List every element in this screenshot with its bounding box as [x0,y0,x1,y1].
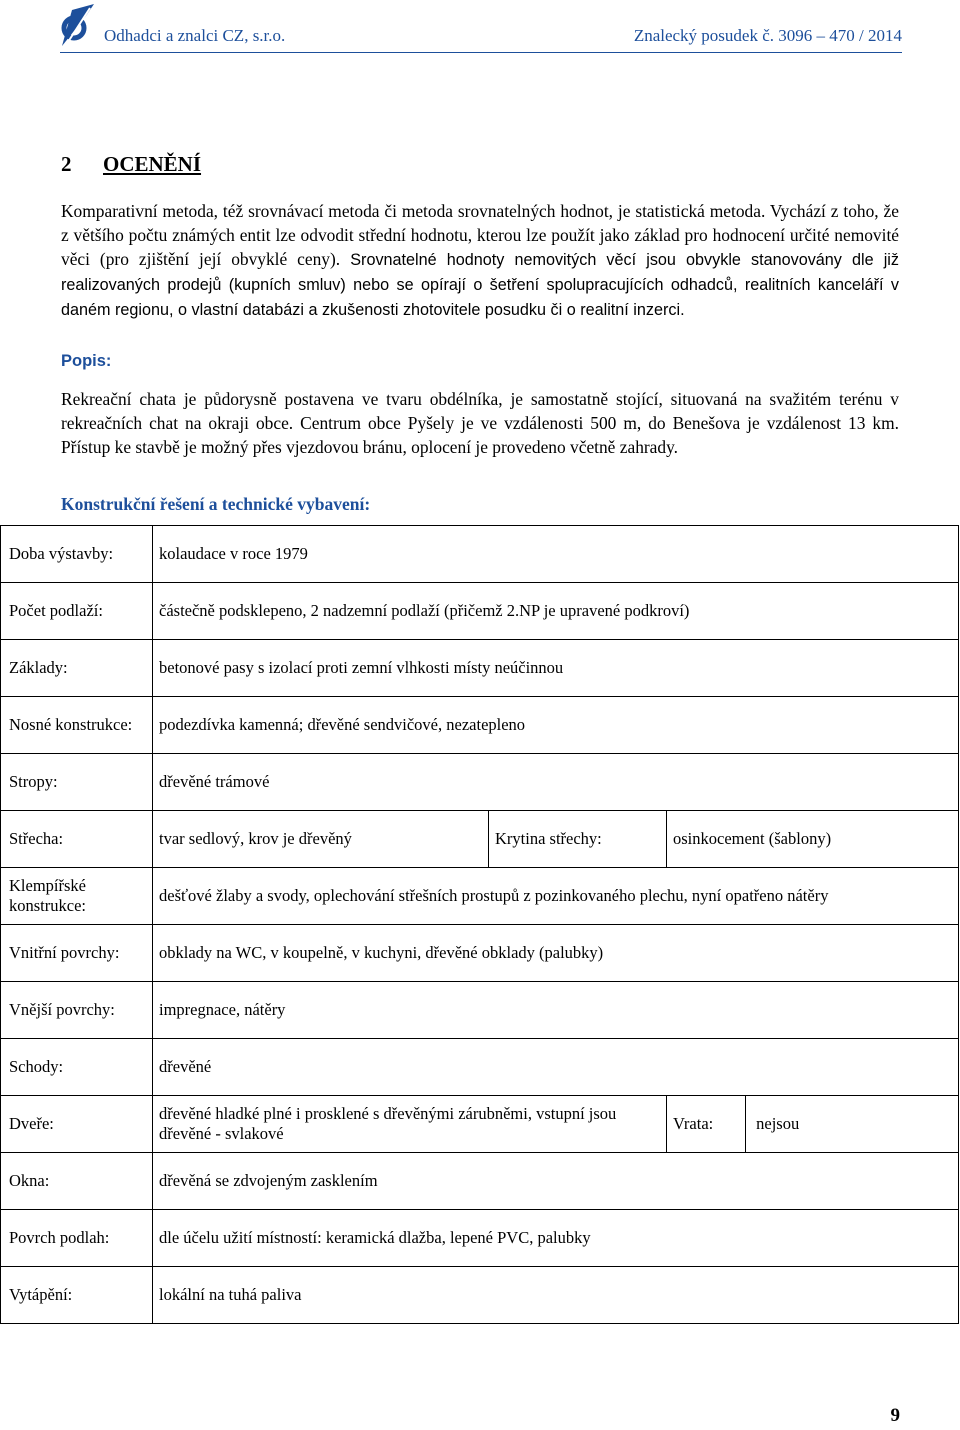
table-row [1,1210,959,1267]
row-value: dřevěná se zdvojeným zasklením [153,1153,959,1210]
table-row [1,697,959,754]
row-label: Vnitřní povrchy: [1,925,153,982]
row-value: dle účelu užití místností: keramická dlažba, lepené PVC, palubky [153,1210,959,1267]
row-value: dřevěné hladké plné i prosklené s dřevěnými zárubněmi, vstupní jsou dřevěné - svlakové [153,1096,667,1153]
page-number: 9 [890,1405,900,1426]
intro-paragraph [61,199,899,322]
row-value: dřevěné trámové [153,754,959,811]
intro-part-1: Komparativní metoda, též srovnávací metoda či metoda srovnatelných hodnot, je statistická metoda. Vychází z toho, že z většího počtu známých entit lze odvodit střední hodnotu, kterou lze použít jako základ pro hodnocení určité nemovité věci (pro zjištění její obvyklé ceny). [61,201,899,269]
popis-paragraph: Rekreační chata je půdorysně postavena ve tvaru obdélníka, je samostatně stojící, situovaná na svažitém terénu v rekreačních chat na okraji obce. Centrum obce Pyšely je ve vzdálenosti 500 m, do Benešova je vzdálenost 13 km. Přístup ke stavbě je možný přes vjezdovou bránu, oplocení je provedeno včetně zahrady. [61,389,899,457]
row-value: tvar sedlový, krov je dřevěný [153,811,489,868]
row-label: Vytápění: [1,1267,153,1324]
row-value-secondary: osinkocement (šablony) [667,811,959,868]
table-row [1,811,959,868]
row-label: Střecha: [1,811,153,868]
row-label: Dveře: [1,1096,153,1153]
table-row [1,754,959,811]
row-label: Základy: [1,640,153,697]
table-row [1,982,959,1039]
row-value: dešťové žlaby a svody, oplechování střešních prostupů z pozinkovaného plechu, nyní opatřeno nátěry [153,868,959,925]
table-row [1,1153,959,1210]
row-label: Nosné konstrukce: [1,697,153,754]
row-label: Klempířské konstrukce: [1,868,153,925]
table-row [1,1096,959,1153]
row-label: Doba výstavby: [1,526,153,583]
row-value: kolaudace v roce 1979 [153,526,959,583]
section-number: 2 [61,152,72,176]
row-value: dřevěné [153,1039,959,1096]
row-value-secondary [667,1096,959,1153]
row-label-secondary: Krytina střechy: [489,811,667,868]
construction-table [0,525,959,1324]
section-name: OCENĚNÍ [103,152,202,176]
page-header [60,0,902,53]
row-label: Okna: [1,1153,153,1210]
row-value: obklady na WC, v koupelně, v kuchyni, dřevěné obklady (palubky) [153,925,959,982]
construction-heading: Konstrukční řešení a technické vybavení: [61,494,371,514]
row-label: Povrch podlah: [1,1210,153,1267]
row-value: lokální na tuhá paliva [153,1267,959,1324]
row-value: impregnace, nátěry [153,982,959,1039]
row-label: Stropy: [1,754,153,811]
table-row [1,640,959,697]
gate-value: nejsou [756,1114,800,1133]
row-value: betonové pasy s izolací proti zemní vlhkosti místy neúčinnou [153,640,959,697]
company-name: Odhadci a znalci CZ, s.r.o. [104,26,286,45]
table-row [1,1267,959,1324]
gate-label: Vrata: [667,1096,746,1152]
company-logo-icon [60,2,96,48]
row-label: Počet podlaží: [1,583,153,640]
section-title [61,152,201,177]
table-row [1,925,959,982]
report-reference: Znalecký posudek č. 3096 – 470 / 2014 [633,26,902,45]
table-row [1,1039,959,1096]
table-row [1,868,959,925]
row-value: podezdívka kamenná; dřevěné sendvičové, nezatepleno [153,697,959,754]
intro-part-2: Srovnatelné hodnoty nemovitých věcí jsou obvykle stanovovány dle již realizovaných prodejů (kupních smluv) nebo se opírají o šetření spolupracujících odhadců, realitních kanceláří v daném regionu, o vlastní databázi a zkušenosti zhotovitele posudku či o realitní inzerci. [61,251,899,319]
row-label: Vnější povrchy: [1,982,153,1039]
popis-label: Popis: [61,352,112,370]
row-value: částečně podsklepeno, 2 nadzemní podlaží (přičemž 2.NP je upravené podkroví) [153,583,959,640]
table-row [1,526,959,583]
row-label: Schody: [1,1039,153,1096]
table-row [1,583,959,640]
